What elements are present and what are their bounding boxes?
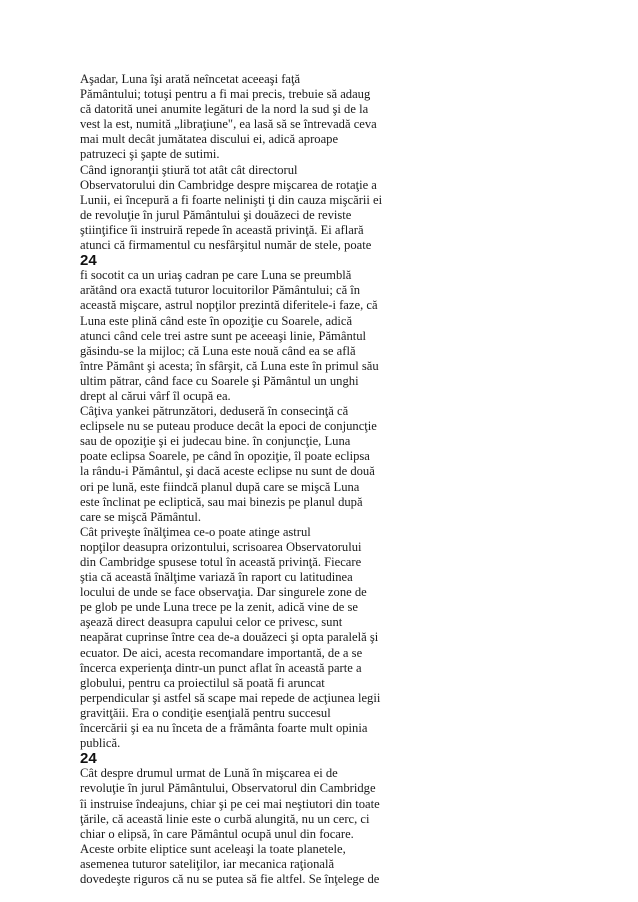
text-line: încerca experienţa dintr-un punct aflat în această parte a	[80, 660, 362, 675]
text-line: sau de opoziţie şi ei judecau bine. în conjuncţie, Luna	[80, 434, 351, 449]
text-line: publică.	[80, 736, 121, 751]
text-line: găsindu-se la mijloc; că Luna este nouă când ea se află	[80, 343, 356, 358]
text-line: poate eclipsa Soarele, pe când în opoziţie, îl poate eclipsa	[80, 449, 370, 464]
text-line: pe glob pe unde Luna trece pe la zenit, adică vine de se	[80, 600, 358, 615]
text-line: aşează direct deasupra capului celor ce privesc, sunt	[80, 615, 343, 630]
text-line: ultim pătrar, când face cu Soarele şi Pământul un unghi	[80, 373, 359, 388]
text-line: nopţilor deasupra orizontului, scrisoarea Observatorului	[80, 539, 362, 554]
page-number: 24	[80, 252, 97, 270]
text-line: care se mişcă Pământul.	[80, 509, 201, 524]
text-line: drept al cărui vârf îl ocupă ea.	[80, 388, 231, 403]
text-line: Când ignoranţii ştiură tot atât cât directorul	[80, 162, 298, 177]
text-line: fi socotit ca un uriaş cadran pe care Luna se preumblă	[80, 268, 352, 283]
text-line: Luna este plină când este în opoziţie cu Soarele, adică	[80, 313, 353, 328]
text-line: această mişcare, astrul nopţilor prezintă diferitele-i faze, că	[80, 298, 378, 313]
text-line: ştiinţifice îi instruiră repede în această privinţă. Ei aflară	[80, 222, 364, 237]
text-line: locului de unde se face observaţia. Dar singurele zone de	[80, 585, 367, 600]
text-line: ţările, că această linie este o curbă alungită, nu un cerc, ci	[80, 811, 370, 826]
text-line: Observatorului din Cambridge despre mişcarea de rotaţie a	[80, 177, 377, 192]
page-number: 24	[80, 750, 97, 768]
text-line: între Pământ şi acesta; în sfârşit, că Luna este în primul său	[80, 358, 379, 373]
text-line: de revoluţie în jurul Pământului şi douăzeci de reviste	[80, 207, 352, 222]
text-line: ştia că această înălţime variază în raport cu latitudinea	[80, 570, 353, 585]
text-line: Aşadar, Luna îşi arată neîncetat aceeaşi faţă	[80, 72, 301, 86]
text-line: Cât despre drumul urmat de Lună în mişcarea ei de	[80, 766, 338, 781]
text-line: Lunii, ei începură a fi foarte nelinişti ţi din cauza mişcării ei	[80, 192, 383, 207]
text-line: revoluţie în jurul Pământului, Observatorul din Cambridge	[80, 781, 376, 796]
text-line: este înclinat pe ecliptică, sau mai binezis pe planul după	[80, 494, 363, 509]
text-line: perpendicular şi astfel să scape mai repede de acţiunea legii	[80, 690, 381, 705]
text-line: eclipsele nu se puteau produce decât la epoci de conjuncţie	[80, 419, 377, 434]
text-line: că datorită unei anumite legături de la nord la sud şi de la	[80, 102, 369, 117]
text-line: neapărat cuprinse între cea de-a douăzeci şi opta paralelă şi	[80, 630, 379, 645]
text-line: vest la est, numită „libraţiune", ea lasă să se întrevadă ceva	[80, 117, 377, 132]
text-line: Aceste orbite eliptice sunt aceleaşi la toate planetele,	[80, 841, 346, 856]
text-line: gravitţăii. Era o condiţie esenţială pentru succesul	[80, 705, 331, 720]
text-line: Cât priveşte înălţimea ce-o poate atinge astrul	[80, 524, 311, 539]
text-line: îi instruise îndeajuns, chiar şi pe cei mai neştiutori din toate	[80, 796, 380, 811]
text-line: patruzeci şi şapte de sutimi.	[80, 147, 220, 162]
text-line: din Cambridge spusese totul în această privinţă. Fiecare	[80, 555, 362, 569]
body-text	[80, 72, 540, 887]
text-line: Pământului; totuşi pentru a fi mai precis, trebuie să adaug	[80, 87, 371, 102]
text-line: încercării şi ea nu înceta de a frământa foarte mult opinia	[80, 721, 368, 736]
text-line: Câţiva yankei pătrunzători, deduseră în consecinţă că	[80, 404, 349, 419]
text-line: dovedeşte riguros că nu se putea să fie altfel. Se înţelege de	[80, 871, 380, 886]
text-line: atunci că firmamentul cu nesfârşitul număr de stele, poate	[80, 238, 372, 253]
text-line: la rându-i Pământul, şi dacă aceste eclipse nu sunt de două	[80, 464, 375, 479]
text-line: arătând ora exactă tuturor locuitorilor Pământului; că în	[80, 283, 361, 298]
text-line: ecuator. De aici, acesta recomandare importantă, de a se	[80, 645, 363, 660]
text-line: chiar o elipsă, în care Pământul ocupă unul din focare.	[80, 826, 354, 841]
text-line: mai mult decât jumătatea discului ei, adică aproape	[80, 132, 339, 147]
text-line: ori pe lună, este fiindcă planul după care se mişcă Luna	[80, 479, 360, 494]
text-line: globului, pentru ca proiectilul să poată fi aruncat	[80, 675, 325, 690]
text-line: atunci când cele trei astre sunt pe aceeaşi linie, Pământul	[80, 328, 367, 343]
text-line: asemenea tuturor sateliţilor, iar mecanica raţională	[80, 856, 335, 871]
